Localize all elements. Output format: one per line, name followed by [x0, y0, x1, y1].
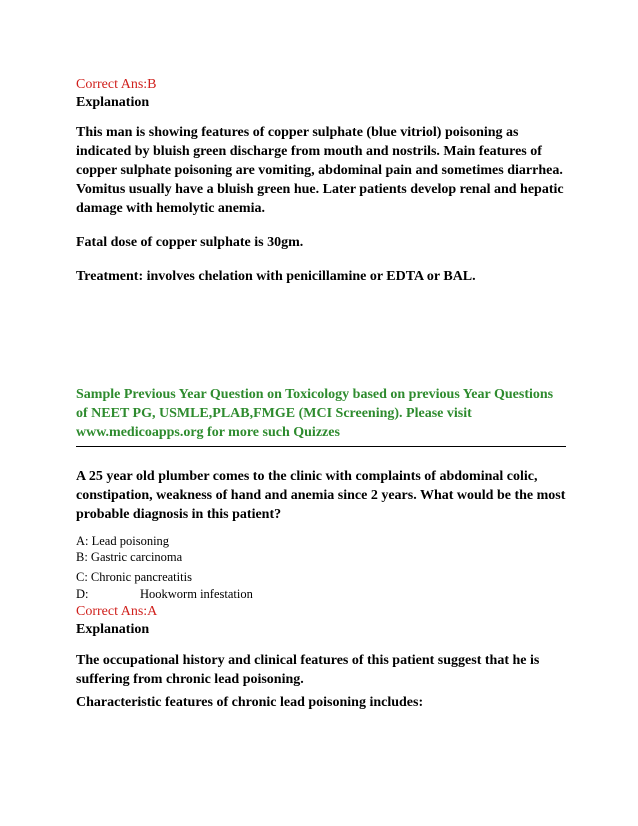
q2-option-d-text: Hookworm infestation — [140, 587, 253, 601]
q2-features-heading: Characteristic features of chronic lead poisoning includes: — [76, 695, 424, 710]
q2-correct-answer: Correct Ans:A — [76, 604, 158, 619]
q2-option-d-label: D: — [76, 587, 89, 601]
q2-option-a: A: Lead poisoning — [76, 534, 170, 548]
q2-option-d — [76, 586, 566, 603]
q1-correct-answer: Correct Ans:B — [76, 77, 157, 92]
q1-fatal-dose: Fatal dose of copper sulphate is 30gm. — [76, 235, 304, 250]
q1-explanation-heading: Explanation — [76, 95, 150, 110]
promo-text: Sample Previous Year Question on Toxicology based on previous Year Questions of NEET PG, USMLE,PLAB,FMGE (MCI Screening). Please visit www.medicoapps.org for more such Quizzes — [76, 387, 554, 440]
q2-option-c: C: Chronic pancreatitis — [76, 570, 192, 584]
q2-explanation-heading: Explanation — [76, 622, 150, 637]
q2-option-b: B: Gastric carcinoma — [76, 550, 183, 564]
q1-explanation-paragraph: This man is showing features of copper sulphate (blue vitriol) poisoning as indicated by bluish green discharge from mouth and nostrils. Main features of copper sulphate poisoning are vomiting, abdominal pain and sometimes diarrhea. Vomitus usually have a bluish green hue. Later patients develop renal and hepatic damage with hemolytic anemia. — [76, 125, 564, 216]
q2-explanation-paragraph: The occupational history and clinical features of this patient suggest that he is suffering from chronic lead poisoning. — [76, 653, 540, 687]
divider-line — [76, 446, 566, 447]
q1-treatment: Treatment: involves chelation with penicillamine or EDTA or BAL. — [76, 269, 476, 284]
q2-question: A 25 year old plumber comes to the clinic with complaints of abdominal colic, constipation, weakness of hand and anemia since 2 years. What would be the most probable diagnosis in this patient? — [76, 469, 566, 522]
